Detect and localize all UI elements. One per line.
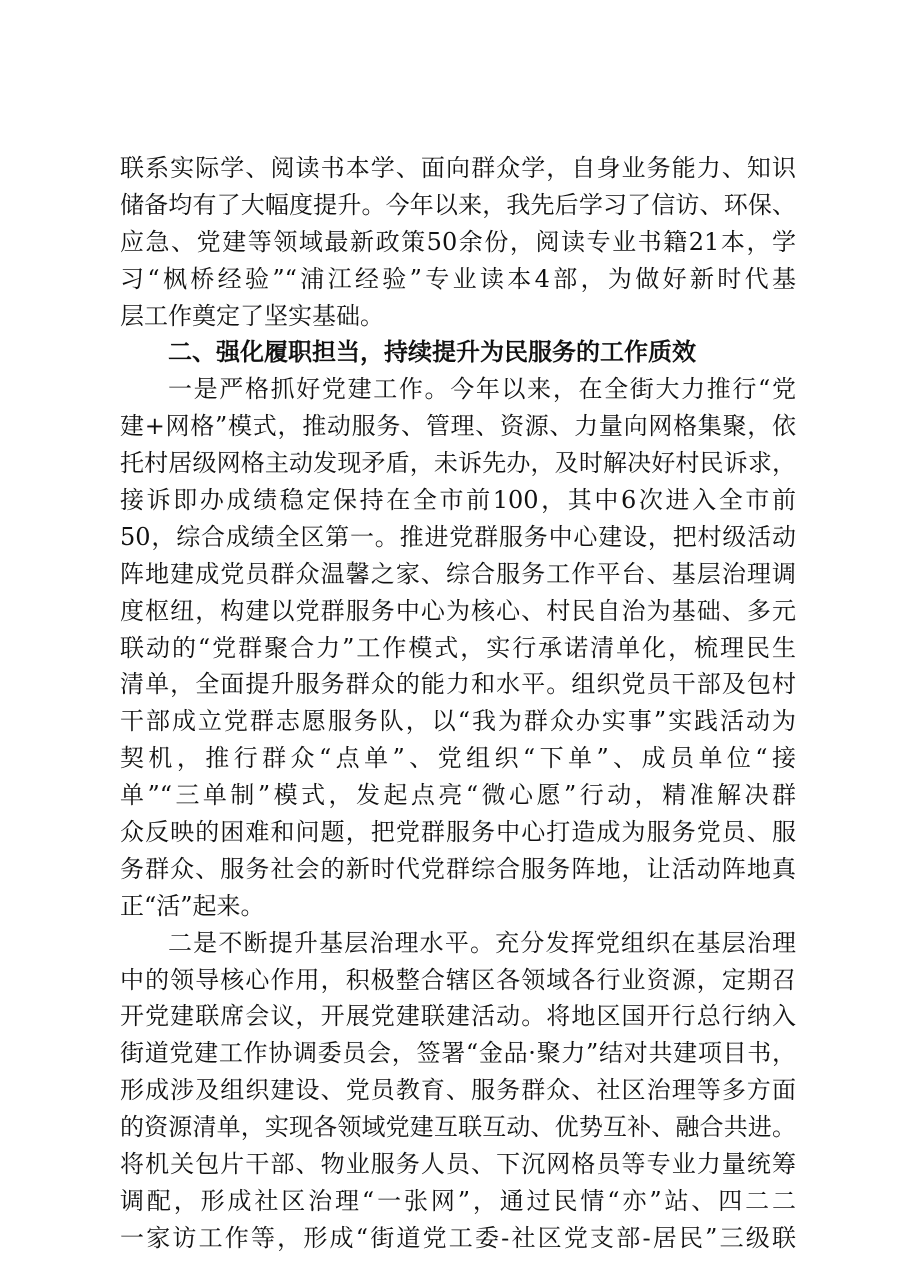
text-line: 单”“三单制”模式，发起点亮“微心愿”行动，精准解决群 bbox=[120, 781, 796, 810]
text-line: 层工作奠定了坚实基础。 bbox=[120, 301, 384, 330]
paragraph-grassroots-governance bbox=[120, 925, 796, 1257]
text-line: 度枢纽，构建以党群服务中心为核心、村民自治为基础、多元 bbox=[120, 596, 796, 625]
text-line: 契机，推行群众“点单”、党组织“下单”、成员单位“接 bbox=[120, 744, 796, 773]
text-line: 调配，形成社区治理“一张网”，通过民情“亦”站、四二二 bbox=[120, 1186, 796, 1215]
text-line: 习“枫桥经验”“浦江经验”专业读本4部，为做好新时代基 bbox=[120, 264, 796, 293]
text-line: 联系实际学、阅读书本学、面向群众学，自身业务能力、知识 bbox=[120, 154, 796, 182]
text-line: 50，综合成绩全区第一。推进党群服务中心建设，把村级活动 bbox=[120, 522, 796, 551]
text-line: 应急、党建等领域最新政策50余份，阅读专业书籍21本，学 bbox=[120, 227, 796, 256]
text-line: 一是严格抓好党建工作。今年以来，在全街大力推行“党 bbox=[168, 375, 796, 404]
text-line: 街道党建工作协调委员会，签署“金品·聚力”结对共建项目书， bbox=[120, 1039, 796, 1068]
text-line: 众反映的困难和问题，把党群服务中心打造成为服务党员、服 bbox=[120, 818, 796, 847]
text-line: 中的领导核心作用，积极整合辖区各领域各行业资源，定期召 bbox=[120, 965, 796, 994]
text-line: 二是不断提升基层治理水平。充分发挥党组织在基层治理 bbox=[168, 928, 796, 957]
section-heading: 二、强化履职担当，持续提升为民服务的工作质效 bbox=[168, 338, 696, 367]
text-line: 联动的“党群聚合力”工作模式，实行承诺清单化，梳理民生 bbox=[120, 633, 796, 662]
text-line: 清单，全面提升服务群众的能力和水平。组织党员干部及包村 bbox=[120, 670, 796, 699]
text-line: 的资源清单，实现各领域党建互联互动、优势互补、融合共进。 bbox=[120, 1113, 796, 1142]
text-line: 务群众、服务社会的新时代党群综合服务阵地，让活动阵地真 bbox=[120, 854, 796, 883]
text-line: 将机关包片干部、物业服务人员、下沉网格员等专业力量统筹 bbox=[120, 1150, 796, 1179]
text-line: 干部成立党群志愿服务队，以“我为群众办实事”实践活动为 bbox=[120, 707, 796, 736]
text-line: 接诉即办成绩稳定保持在全市前100，其中6次进入全市前 bbox=[120, 486, 796, 515]
text-line: 正“活”起来。 bbox=[120, 891, 265, 920]
document-body bbox=[120, 150, 796, 1257]
text-line: 托村居级网格主动发现矛盾，未诉先办，及时解决好村民诉求， bbox=[120, 449, 796, 478]
text-line: 一家访工作等，形成“街道党工委-社区党支部-居民”三级联 bbox=[120, 1223, 796, 1252]
text-line: 阵地建成党员群众温馨之家、综合服务工作平台、基层治理调 bbox=[120, 559, 796, 588]
text-line: 形成涉及组织建设、党员教育、服务群众、社区治理等多方面 bbox=[120, 1076, 796, 1105]
text-line: 建+网格”模式，推动服务、管理、资源、力量向网格集聚，依 bbox=[120, 412, 796, 441]
paragraph-party-building bbox=[120, 371, 796, 924]
text-line: 开党建联席会议，开展党建联建活动。将地区国开行总行纳入 bbox=[120, 1002, 796, 1031]
text-line: 储备均有了大幅度提升。今年以来，我先后学习了信访、环保、 bbox=[120, 190, 796, 219]
paragraph-continued bbox=[120, 150, 796, 334]
